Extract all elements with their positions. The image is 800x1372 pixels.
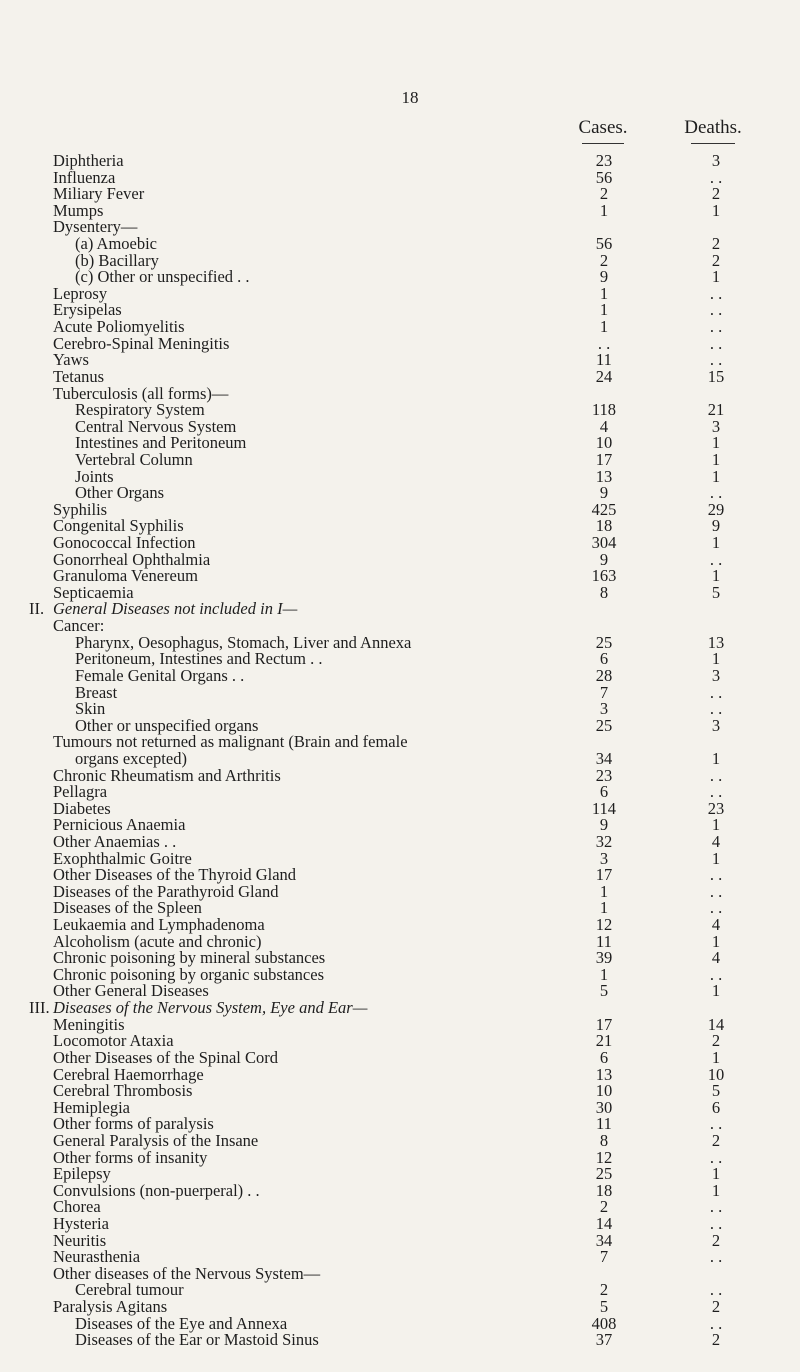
deaths-value: 14 xyxy=(707,1014,725,1034)
section-heading: General Diseases not included in I— xyxy=(53,599,298,619)
deaths-value: . . xyxy=(709,964,723,984)
disease-label: Chronic poisoning by organic substances xyxy=(53,964,324,984)
deaths-value: . . xyxy=(709,1247,723,1267)
table-row xyxy=(0,153,800,170)
disease-label: Congenital Syphilis xyxy=(53,516,184,536)
disease-label: Mumps xyxy=(53,200,104,220)
disease-label: Joints xyxy=(75,466,114,486)
deaths-value: 1 xyxy=(711,815,721,835)
table-row xyxy=(0,485,800,502)
deaths-value: 2 xyxy=(711,234,721,254)
cases-value: 14 xyxy=(595,1214,613,1233)
deaths-value: 1 xyxy=(711,566,721,586)
deaths-value: 1 xyxy=(711,466,721,486)
disease-label: Septicaemia xyxy=(53,582,134,602)
disease-label: Locomotor Ataxia xyxy=(53,1031,174,1051)
deaths-value: 9 xyxy=(711,516,721,536)
table-row xyxy=(0,186,800,203)
disease-label: Cerebral Haemorrhage xyxy=(53,1064,204,1084)
table-row xyxy=(0,1180,800,1200)
disease-label: Neuritis xyxy=(53,1230,107,1250)
disease-label: Gonococcal Infection xyxy=(53,533,196,553)
cases-value: 1 xyxy=(599,964,609,984)
disease-label: Meningitis xyxy=(53,1014,125,1034)
disease-label: Diseases of the Spleen xyxy=(53,898,202,918)
disease-label: Female Genital Organs . . xyxy=(75,665,245,685)
table-row xyxy=(0,665,800,685)
cases-value: 118 xyxy=(591,400,617,420)
disease-label: Intestines and Peritoneum xyxy=(75,433,247,453)
deaths-value: 10 xyxy=(707,1064,725,1084)
cases-value: 425 xyxy=(591,499,617,519)
cases-value: 1 xyxy=(599,317,609,337)
cases-value: 3 xyxy=(599,848,609,868)
cases-value: 23 xyxy=(595,765,613,785)
disease-label: Cerebro-Spinal Meningitis xyxy=(53,333,230,353)
deaths-value: 1 xyxy=(711,1047,721,1067)
cases-value: 163 xyxy=(591,566,617,586)
disease-label: Cerebral tumour xyxy=(75,1280,184,1300)
cases-value: 2 xyxy=(599,1280,609,1300)
cases-value: 114 xyxy=(591,798,617,818)
deaths-value: 1 xyxy=(711,200,721,220)
deaths-value: . . xyxy=(709,881,723,901)
disease-label: Chronic poisoning by mineral substances xyxy=(53,948,326,968)
cases-value: 13 xyxy=(595,466,613,486)
deaths-value: 3 xyxy=(711,715,721,735)
cases-value: 304 xyxy=(591,533,617,553)
deaths-value: 2 xyxy=(711,1230,721,1250)
cases-value: 5 xyxy=(599,981,609,1001)
cases-value: 6 xyxy=(599,1047,609,1067)
cases-header-rule xyxy=(582,143,624,144)
deaths-value: 1 xyxy=(711,649,721,669)
table-row xyxy=(0,682,800,702)
deaths-value: . . xyxy=(709,682,723,702)
deaths-value: 2 xyxy=(711,1330,721,1350)
cases-value: 4 xyxy=(599,416,609,436)
cases-value: 10 xyxy=(595,433,613,453)
cases-value: 56 xyxy=(595,234,613,254)
cases-value: 3 xyxy=(599,699,609,719)
deaths-value: . . xyxy=(709,483,723,503)
deaths-value: 1 xyxy=(711,267,721,287)
cases-value: 6 xyxy=(599,649,609,669)
disease-label: Vertebral Column xyxy=(75,449,193,469)
cases-value: 11 xyxy=(596,1114,612,1134)
deaths-value: . . xyxy=(709,1280,723,1300)
cases-value: 37 xyxy=(595,1330,613,1350)
deaths-value: 2 xyxy=(711,184,721,204)
deaths-value: 21 xyxy=(707,400,725,420)
deaths-value: . . xyxy=(709,1313,723,1333)
disease-label: Acute Poliomyelitis xyxy=(53,317,185,337)
cases-value: 6 xyxy=(599,782,609,802)
cases-value: 1 xyxy=(599,200,609,220)
deaths-value: . . xyxy=(709,1114,723,1134)
disease-table xyxy=(0,153,800,1349)
deaths-value: 4 xyxy=(711,915,721,935)
disease-label: Chronic Rheumatism and Arthritis xyxy=(53,765,281,785)
cases-value: 34 xyxy=(595,748,613,768)
disease-label: Other Anaemias . . xyxy=(53,831,177,851)
table-row xyxy=(0,784,800,801)
disease-label: Neurasthenia xyxy=(53,1247,141,1267)
deaths-value: 1 xyxy=(711,449,721,469)
cases-value: 7 xyxy=(599,682,609,702)
disease-label: Other or unspecified organs xyxy=(75,715,259,735)
disease-label: Respiratory System xyxy=(75,400,205,420)
cases-value: 28 xyxy=(595,665,613,685)
disease-label: Epilepsy xyxy=(53,1164,111,1184)
cases-value: 21 xyxy=(595,1031,613,1051)
disease-label: Diseases of the Parathyroid Gland xyxy=(53,881,279,901)
disease-label: organs excepted) xyxy=(75,748,187,768)
deaths-header-rule xyxy=(691,143,735,144)
deaths-value: . . xyxy=(709,765,723,785)
disease-label: Influenza xyxy=(53,167,116,187)
cases-value: 9 xyxy=(599,267,609,287)
disease-label: Hemiplegia xyxy=(53,1097,130,1117)
cases-value: 11 xyxy=(596,350,612,370)
table-row xyxy=(0,352,800,369)
cases-value: 2 xyxy=(599,184,609,204)
disease-label: Gonorrheal Ophthalmia xyxy=(53,549,211,569)
deaths-value: 5 xyxy=(711,1081,721,1101)
disease-label: Chorea xyxy=(53,1197,101,1217)
table-row xyxy=(0,1199,800,1216)
table-row xyxy=(0,1332,800,1349)
deaths-value: . . xyxy=(709,782,723,802)
deaths-value: . . xyxy=(709,283,723,303)
disease-label: Exophthalmic Goitre xyxy=(53,848,192,868)
disease-label: Hysteria xyxy=(53,1214,109,1233)
deaths-value: 4 xyxy=(711,948,721,968)
cases-value: 1 xyxy=(599,898,609,918)
disease-label: Cancer: xyxy=(53,616,105,636)
disease-label: Other forms of insanity xyxy=(53,1147,208,1167)
deaths-value: . . xyxy=(709,898,723,918)
deaths-value: 5 xyxy=(711,582,721,602)
table-row xyxy=(0,449,800,469)
cases-value: 10 xyxy=(595,1081,613,1101)
cases-value: 1 xyxy=(599,300,609,320)
deaths-value: . . xyxy=(709,300,723,320)
disease-label: Other forms of paralysis xyxy=(53,1114,214,1134)
deaths-value: 1 xyxy=(711,848,721,868)
disease-label: Dysentery— xyxy=(53,217,138,237)
section-numeral: II. xyxy=(29,599,45,619)
cases-value: 32 xyxy=(595,831,613,851)
disease-label: Tumours not returned as malignant (Brain and female xyxy=(53,732,408,752)
disease-label: Other Diseases of the Thyroid Gland xyxy=(53,865,297,885)
cases-value: 25 xyxy=(595,1164,613,1184)
deaths-value: . . xyxy=(709,350,723,370)
disease-label: Diseases of the Ear or Mastoid Sinus xyxy=(75,1330,319,1350)
disease-label: Erysipelas xyxy=(53,300,122,320)
cases-column-header: Cases. xyxy=(578,117,628,138)
deaths-value: 2 xyxy=(711,250,721,270)
cases-value: 8 xyxy=(599,582,609,602)
deaths-value: 13 xyxy=(707,632,725,652)
deaths-value: . . xyxy=(709,317,723,337)
disease-label: Diphtheria xyxy=(53,151,124,170)
deaths-value: . . xyxy=(709,333,723,353)
deaths-value: . . xyxy=(709,1197,723,1217)
table-row xyxy=(0,1147,800,1167)
cases-value: 39 xyxy=(595,948,613,968)
deaths-value: 2 xyxy=(711,1031,721,1051)
cases-value: 9 xyxy=(599,483,609,503)
table-row xyxy=(0,269,800,286)
cases-value: 5 xyxy=(599,1297,609,1317)
disease-label: Tuberculosis (all forms)— xyxy=(53,383,229,403)
deaths-value: . . xyxy=(709,167,723,187)
deaths-value: . . xyxy=(709,1214,723,1233)
disease-label: Pharynx, Oesophagus, Stomach, Liver and Annexa xyxy=(75,632,412,652)
deaths-value: 23 xyxy=(707,798,725,818)
disease-label: Breast xyxy=(75,682,118,702)
cases-value: 12 xyxy=(595,915,613,935)
disease-label: Peritoneum, Intestines and Rectum . . xyxy=(75,649,323,669)
cases-value: 23 xyxy=(595,151,613,170)
disease-label: Other diseases of the Nervous System— xyxy=(53,1263,321,1283)
disease-label: Paralysis Agitans xyxy=(53,1297,168,1317)
cases-value: 2 xyxy=(599,250,609,270)
disease-label: Yaws xyxy=(53,350,89,370)
cases-value: 7 xyxy=(599,1247,609,1267)
deaths-value: 29 xyxy=(707,499,725,519)
cases-value: . . xyxy=(597,333,611,353)
disease-label: Leprosy xyxy=(53,283,108,303)
cases-value: 9 xyxy=(599,815,609,835)
disease-label: Convulsions (non-puerperal) . . xyxy=(53,1180,260,1200)
table-row xyxy=(0,765,800,785)
disease-label: Leukaemia and Lymphadenoma xyxy=(53,915,265,935)
cases-value: 18 xyxy=(595,1180,613,1200)
cases-value: 17 xyxy=(595,449,613,469)
table-row xyxy=(0,1216,800,1233)
disease-label: General Paralysis of the Insane xyxy=(53,1130,259,1150)
deaths-value: 1 xyxy=(711,931,721,951)
disease-label: Cerebral Thrombosis xyxy=(53,1081,193,1101)
deaths-value: 1 xyxy=(711,433,721,453)
deaths-value: 3 xyxy=(711,665,721,685)
disease-label: Other Diseases of the Spinal Cord xyxy=(53,1047,278,1067)
deaths-value: 15 xyxy=(707,366,725,386)
deaths-value: 3 xyxy=(711,151,721,170)
cases-value: 1 xyxy=(599,881,609,901)
disease-label: Central Nervous System xyxy=(75,416,237,436)
deaths-value: 1 xyxy=(711,981,721,1001)
disease-label: Miliary Fever xyxy=(53,184,145,204)
cases-value: 408 xyxy=(591,1313,617,1333)
disease-label: Pernicious Anaemia xyxy=(53,815,186,835)
deaths-column-header: Deaths. xyxy=(684,117,742,138)
deaths-value: 2 xyxy=(711,1130,721,1150)
disease-label: Other General Diseases xyxy=(53,981,209,1001)
cases-value: 8 xyxy=(599,1130,609,1150)
cases-value: 34 xyxy=(595,1230,613,1250)
deaths-value: . . xyxy=(709,1147,723,1167)
cases-value: 25 xyxy=(595,632,613,652)
deaths-value: . . xyxy=(709,549,723,569)
cases-value: 25 xyxy=(595,715,613,735)
cases-value: 11 xyxy=(596,931,612,951)
cases-value: 13 xyxy=(595,1064,613,1084)
disease-label: (c) Other or unspecified . . xyxy=(75,267,250,287)
disease-label: Other Organs xyxy=(75,483,165,503)
table-row xyxy=(0,333,800,353)
disease-label: Tetanus xyxy=(53,366,105,386)
cases-value: 18 xyxy=(595,516,613,536)
deaths-value: 2 xyxy=(711,1297,721,1317)
deaths-value: . . xyxy=(709,865,723,885)
cases-value: 17 xyxy=(595,865,613,885)
deaths-value: 1 xyxy=(711,1164,721,1184)
disease-label: Alcoholism (acute and chronic) xyxy=(53,931,262,951)
cases-value: 24 xyxy=(595,366,613,386)
cases-value: 12 xyxy=(595,1147,613,1167)
deaths-value: 1 xyxy=(711,533,721,553)
cases-value: 2 xyxy=(599,1197,609,1217)
section-numeral: III. xyxy=(29,998,50,1018)
disease-label: (a) Amoebic xyxy=(75,234,158,254)
cases-value: 56 xyxy=(595,167,613,187)
disease-label: (b) Bacillary xyxy=(75,250,159,270)
deaths-value: 6 xyxy=(711,1097,721,1117)
cases-value: 1 xyxy=(599,283,609,303)
cases-value: 9 xyxy=(599,549,609,569)
deaths-value: . . xyxy=(709,699,723,719)
disease-label: Pellagra xyxy=(53,782,108,802)
deaths-value: 1 xyxy=(711,748,721,768)
page-number: 18 xyxy=(401,88,419,107)
deaths-value: 4 xyxy=(711,831,721,851)
deaths-value: 3 xyxy=(711,416,721,436)
cases-value: 30 xyxy=(595,1097,613,1117)
disease-label: Syphilis xyxy=(53,499,108,519)
cases-value: 17 xyxy=(595,1014,613,1034)
disease-label: Granuloma Venereum xyxy=(53,566,198,586)
deaths-value: 1 xyxy=(711,1180,721,1200)
disease-label: Diabetes xyxy=(53,798,111,818)
disease-label: Diseases of the Eye and Annexa xyxy=(75,1313,288,1333)
table-row xyxy=(0,601,800,618)
section-heading: Diseases of the Nervous System, Eye and Ear— xyxy=(53,998,368,1018)
disease-label: Skin xyxy=(75,699,106,719)
